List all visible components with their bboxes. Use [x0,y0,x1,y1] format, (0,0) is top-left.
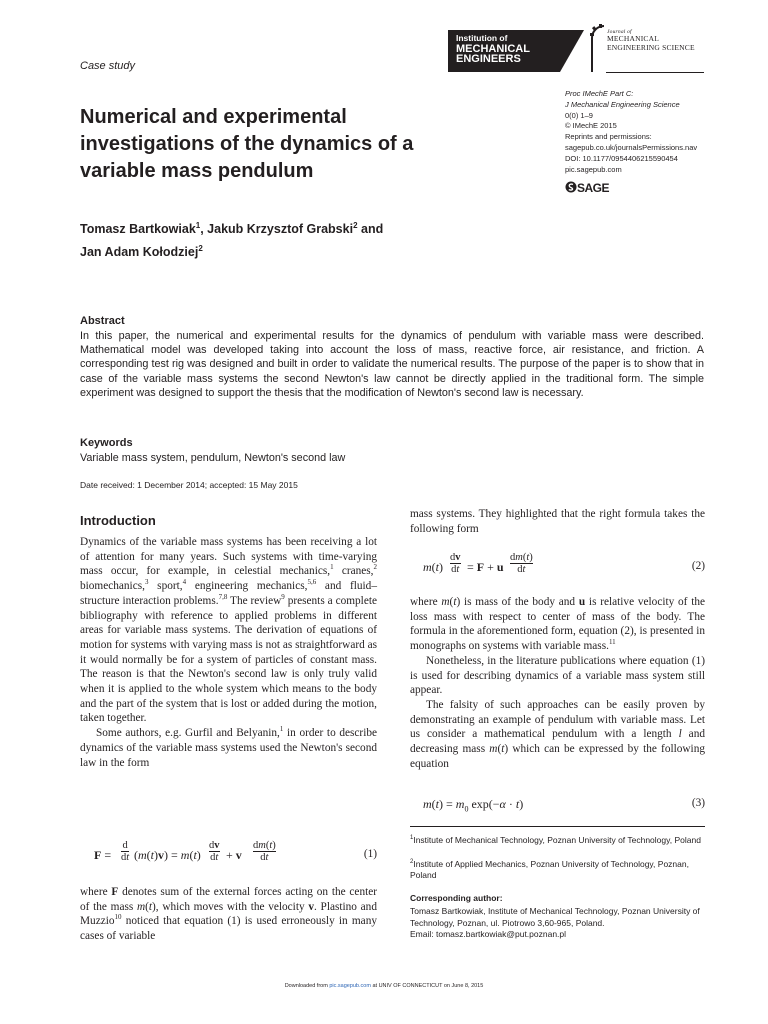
meta-doi[interactable]: DOI: 10.1177/0954406215590454 [565,153,678,163]
paragraph: Nonetheless, in the literature publications where equation (1) is used for describing dynamics of a variable mass system still appear. [410,654,705,697]
paragraph: Dynamics of the variable mass systems has been receiving a lot of attention for many years. Such systems with time-varying mass occur, for example, in celestial mechanics,$^1$ cranes,$^2$ biomechanics,$^3$ sport,$^4$ engineering mechanics,$^{5,6}$ and fluid–structure interaction problems.$^{7,8}$ The review$^9$ presents a complete bibliography with reference to applied problems in different areas for variable mass systems. The derivation of equations of motion for systems with varying mass is not as straightforward as it would normally be for a system of particles of constant mass. The reason is that the Newton's second law is only truly valid when it is applied to the whole system which means to the body and the part of the system that is lost or added during the motion, taken together. [80,536,377,725]
equation-number: (1) [363,848,377,860]
intro-left-column-cont [80,885,377,944]
equation-1: F = $\frac{d}{dt}$ (m(t)v) = m(t) $\frac{dv}{dt}$ + v $\frac{dm(t)}{dt}$ (1) [94,840,377,863]
meta-journal-part: Proc IMechE Part C: [565,89,634,98]
equation-number: (3) [691,797,705,809]
keywords-heading: Keywords [80,437,133,449]
intro-left-column [80,535,377,770]
author-name: , Jakub Krzysztof Grabski [200,222,354,237]
sage-icon [565,181,577,193]
meta-journal-name: J Mechanical Engineering Science [565,99,680,109]
gear-icon [590,24,606,72]
footer-link[interactable]: pic.sagepub.com [329,983,371,989]
paragraph: The falsity of such approaches can be easily proven by demonstrating an example of pendulum with variable mass. Let us consider a mathematical pendulum with a length l and decreasing mass m(t) which can be expressed by the following equation [410,698,705,770]
affiliation-marker: 1 [195,221,201,230]
intro-right-column [410,507,705,536]
keywords-text: Variable mass system, pendulum, Newton's second law [80,452,346,464]
equation-2: m(t) $\frac{dv}{dt}$ = F + u $\frac{dm(t)}{dt}$ (2) [423,552,705,575]
journal-logo-text: Journal of MECHANICAL ENGINEERING SCIENCE [607,29,695,52]
meta-copyright: © IMechE 2015 [565,121,617,131]
author-name: Jan Adam Kołodziej [80,245,199,260]
date-received: Date received: 1 December 2014; accepted: 15 May 2015 [80,480,298,490]
equation-3: $m(t) = m_0$ exp(−α · t) (3) [423,797,705,814]
affiliation-marker: 2 [198,244,203,254]
author-email[interactable]: Email: tomasz.bartkowiak@put.poznan.pl [410,929,567,939]
author-conjunction: and [357,222,384,237]
paragraph: mass systems. They highlighted that the right formula takes the following form [410,508,705,535]
paragraph: Some authors, e.g. Gurfil and Belyanin,$^1$ in order to describe dynamics of the variable mass systems used the Newton's second law in the form [80,725,377,769]
footnote-divider [410,826,705,827]
affiliation-2: $^2$Institute of Applied Mechanics, Poznan University of Technology, Poznan, Poland [410,858,689,881]
meta-permissions-link[interactable]: sagepub.co.uk/journalsPermissions.nav [565,142,698,152]
download-footer: Downloaded from pic.sagepub.com at UNIV OF CONNECTICUT on June 8, 2015 [284,983,484,989]
corresponding-author-heading: Corresponding author: [410,893,503,903]
paragraph: where m(t) is mass of the body and u is relative velocity of the loss mass with respect to center of mass of the body. The formula in the aforementioned form, equation (2), is presented in monographs on systems with variable mass.$^{11}$ [410,596,706,653]
publication-meta [565,89,715,175]
sage-logo: SAGE [565,181,609,195]
meta-reprints: Reprints and permissions: [565,132,652,142]
meta-volume: 0(0) 1–9 [565,110,593,120]
author-list [80,216,550,262]
affiliation-1: $^1$Institute of Mechanical Technology, Poznan University of Technology, Poland [410,834,701,845]
equation-number: (2) [691,560,705,572]
affiliation-marker: 2 [353,221,358,230]
intro-right-column-cont [410,595,705,771]
article-type: Case study [80,60,136,72]
abstract-heading: Abstract [80,315,125,327]
section-heading: Introduction [80,513,156,528]
author-name: Tomasz Bartkowiak [80,222,196,237]
corresponding-author: Tomasz Bartkowiak, Institute of Mechanical Technology, Poznan University of Technology, Poznan, ul. Piotrowo 3,60-965, Poland. Email: tomasz.bartkowiak@put.poznan.pl [410,906,710,941]
paragraph: where F denotes sum of the external forces acting on the center of the mass m(t), which moves with the velocity v. Plastino and Muzzio$^{10}$ noticed that equation (1) is used erroneously in many cases of variable [80,886,378,943]
imeche-logo-text: Institution of MECHANICAL ENGINEERS [456,33,530,65]
journal-logo-rule [606,72,704,73]
abstract-text: In this paper, the numerical and experimental results for the dynamics of pendulum with variable mass were described. Mathematical model was developed taking into account the loss of mass, reactive force, air resistance, and friction. A corresponding test rig was designed and built in order to validate the numerical results. The purpose of the paper is to show that in case of the variable mass systems the second Newton's law cannot be directly applied in the traditional form. The simple experiment was designed to support the thesis that the modification of Newton's second law is necessary. [80,330,704,399]
article-title: Numerical and experimental investigations of the dynamics of a variable mass pendulum [80,106,414,182]
meta-site-link[interactable]: pic.sagepub.com [565,164,622,174]
